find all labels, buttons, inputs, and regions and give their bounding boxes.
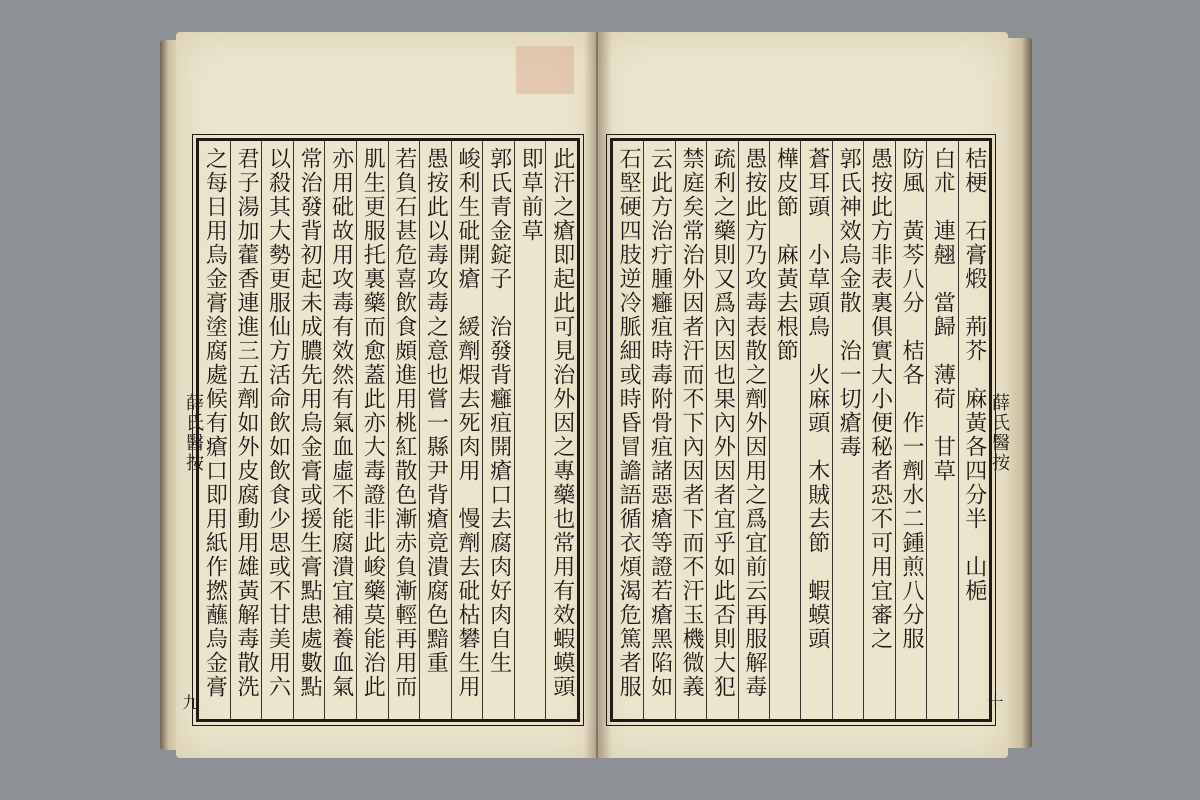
right-page	[598, 32, 1008, 758]
text-column: 此汗之瘡即起此可見治外因之專藥也常用有效蝦蟆頭	[545, 141, 577, 719]
text-column: 禁庭矣常治外因者汗而不下內因者下而不汗玉機微義	[675, 141, 706, 719]
text-column: 君子湯加藿香連進三五劑如外皮腐動用雄黃解毒散洗	[230, 141, 262, 719]
text-column: 蒼耳頭 小草頭鳥 火麻頭 木賊去節 蝦蟆頭	[800, 141, 831, 719]
text-column: 峻利生砒開瘡 緩劑煆去死肉用 慢劑去砒枯礬生用	[451, 141, 483, 719]
open-book	[160, 28, 1032, 764]
text-column: 桔梗 石膏煅 荊芥 麻黃各四分半 山梔	[958, 141, 989, 719]
text-column: 防風 黃芩八分 桔各 作一劑水二鍾煎八分服	[895, 141, 926, 719]
left-text-frame	[196, 138, 580, 722]
text-column: 云此方治疔腫癰疽時毒附骨疽諸惡瘡等證若瘡黑陷如	[643, 141, 674, 719]
left-folio: 九	[180, 694, 199, 710]
text-column: 肌生更服托裏藥而愈蓋此亦大毒證非此峻藥莫能治此	[356, 141, 388, 719]
text-column: 白朮 連翹 當歸 薄荷 甘草	[926, 141, 957, 719]
left-columns	[199, 141, 577, 719]
right-banxin: 薛氏醫按	[989, 393, 1010, 473]
text-column: 以殺其大勢更服仙方活命飲如飲食少思或不甘美用六	[261, 141, 293, 719]
text-column: 樺皮節 麻黃去根節	[769, 141, 800, 719]
right-text-frame	[610, 138, 992, 722]
left-banxin: 薛氏醫按	[183, 393, 204, 473]
right-columns	[613, 141, 989, 719]
text-column: 之每日用烏金膏塗腐處候有瘡口即用紙作撚蘸烏金膏	[202, 147, 228, 699]
text-column: 愚按此以毒攻毒之意也嘗一縣尹背瘡竟潰腐色黯重	[419, 141, 451, 719]
left-page	[176, 32, 596, 758]
collector-seal	[516, 46, 574, 94]
text-column: 郭氏青金錠子 治發背癰疽開瘡口去腐肉好肉自生	[482, 141, 514, 719]
text-column: 愚按此方非表裏俱實大小便秘者恐不可用宜審之	[863, 141, 894, 719]
text-column: 即草前草	[514, 141, 546, 719]
right-folio: 十	[985, 694, 1004, 710]
book-gutter	[584, 32, 612, 758]
text-column: 石堅硬四肢逆冷脈細或時昏冒譫語循衣煩渴危篤者服	[616, 147, 642, 699]
text-column: 亦用砒故用攻毒有效然有氣血虛不能腐潰宜補養血氣	[324, 141, 356, 719]
text-column: 郭氏神效烏金散 治一切瘡毒	[832, 141, 863, 719]
text-column: 常治發背初起未成膿先用烏金膏或援生膏點患處數點	[293, 141, 325, 719]
text-column: 愚按此方乃攻毒表散之劑外因用之爲宜前云再服解毒	[738, 141, 769, 719]
text-column: 疏利之藥則又爲內因也果內外因者宜乎如此否則大犯	[706, 141, 737, 719]
text-column: 若負石甚危喜飲食頗進用桃紅散色漸赤負漸輕再用而	[388, 141, 420, 719]
